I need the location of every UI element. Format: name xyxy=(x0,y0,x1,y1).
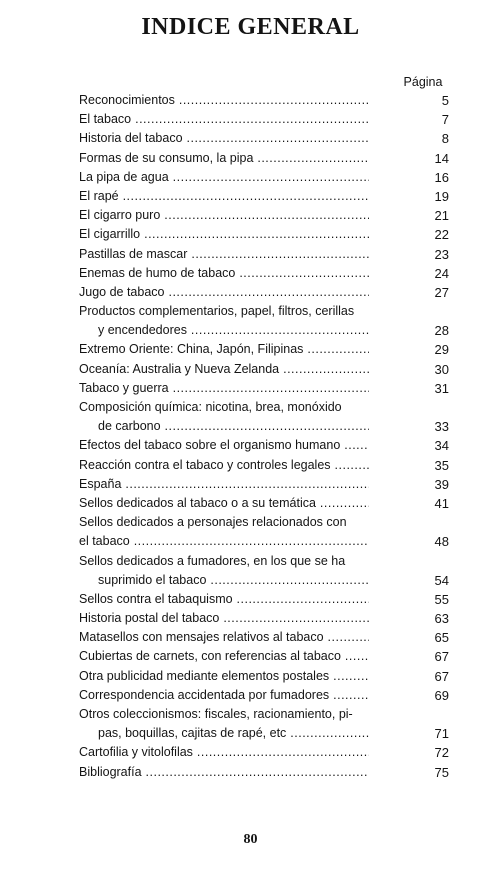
toc-entry xyxy=(79,206,461,225)
toc-entry-title: Reacción contra el tabaco y controles legales ..... xyxy=(79,456,369,475)
toc-entry xyxy=(79,110,461,129)
toc-entry xyxy=(79,667,461,686)
toc-entry xyxy=(79,647,461,666)
toc-entry-page: 63 xyxy=(434,611,449,627)
toc-entry xyxy=(79,225,461,244)
toc-entry-page: 30 xyxy=(434,361,449,377)
toc-entry-title: Cartofilia y vitolofilas ..... xyxy=(79,743,369,762)
toc-entry-page: 55 xyxy=(434,591,449,607)
toc-entry xyxy=(79,379,461,398)
toc-entry-title: Efectos del tabaco sobre el organismo humano ..... xyxy=(79,436,369,455)
toc-entry xyxy=(79,321,461,340)
toc-entry-title: El tabaco ..... xyxy=(79,110,369,129)
toc-entry-page: 33 xyxy=(434,419,449,435)
toc-entry-page: 22 xyxy=(434,227,449,243)
toc-entry-page: 34 xyxy=(434,438,449,454)
toc-entry xyxy=(79,590,461,609)
toc-entry-page: 24 xyxy=(434,265,449,281)
toc-entry-page: 5 xyxy=(441,93,449,108)
toc-entry-title: Sellos dedicados al tabaco o a su temática ..... xyxy=(79,494,369,513)
toc-entry-title: El cigarrillo ..... xyxy=(79,225,369,244)
toc-entry xyxy=(79,571,461,590)
toc-entry-title: Jugo de tabaco ..... xyxy=(79,283,369,302)
toc-entry xyxy=(79,743,461,762)
toc-entry-continued xyxy=(79,302,461,321)
page-number: 80 xyxy=(243,832,258,847)
toc-entry-title: pas, boquillas, cajitas de rapé, etc ..... xyxy=(98,724,369,743)
toc-entry-continued xyxy=(79,552,461,571)
toc-entry-title: Reconocimientos ..... xyxy=(79,91,369,110)
toc-entry-title: Historia postal del tabaco ..... xyxy=(79,609,369,628)
toc-entry-title: El cigarro puro ..... xyxy=(79,206,369,225)
toc-entry-page: 54 xyxy=(434,572,449,588)
toc-entry-title: Oceanía: Australia y Nueva Zelanda ..... xyxy=(79,360,369,379)
toc-entry-page: 14 xyxy=(434,150,449,166)
toc-entry xyxy=(79,436,461,455)
toc-entry-title: Pastillas de mascar ..... xyxy=(79,245,369,264)
toc-entry-page: 28 xyxy=(434,323,449,339)
toc-entry-page: 7 xyxy=(441,112,449,128)
toc-entry-title: Otra publicidad mediante elementos postales ..... xyxy=(79,667,369,686)
toc-entry-page: 16 xyxy=(434,169,449,185)
toc-entry xyxy=(79,532,461,551)
toc-entry xyxy=(79,264,461,283)
toc-entry-page: 29 xyxy=(434,342,449,358)
toc-entry-title: Sellos dedicados a fumadores, en los que se ha xyxy=(79,553,346,568)
toc-entry-title: el tabaco ..... xyxy=(79,532,369,551)
toc-entry-page: 19 xyxy=(434,188,449,204)
table-of-contents xyxy=(79,91,461,782)
toc-entry-page: 65 xyxy=(434,630,449,646)
toc-entry-title: Historia del tabaco ..... xyxy=(79,129,369,148)
toc-entry-title: Composición química: nicotina, brea, monóxido xyxy=(79,400,342,414)
toc-entry xyxy=(79,456,461,475)
toc-entry xyxy=(79,417,461,436)
toc-entry xyxy=(79,628,461,647)
toc-entry-title: Extremo Oriente: China, Japón, Filipinas ..... xyxy=(79,340,369,359)
toc-entry-title: Enemas de humo de tabaco ..... xyxy=(79,264,369,283)
toc-entry xyxy=(79,475,461,494)
page-column-header: Página xyxy=(403,75,443,89)
toc-entry-page: 8 xyxy=(441,131,449,147)
toc-entry xyxy=(79,91,461,110)
toc-entry-continued xyxy=(79,705,461,724)
toc-entry xyxy=(79,149,461,168)
toc-entry-page: 67 xyxy=(434,649,449,665)
toc-entry-page: 23 xyxy=(434,246,449,262)
toc-entry-page: 48 xyxy=(434,534,449,550)
toc-entry-title: Cubiertas de carnets, con referencias al tabaco ..... xyxy=(79,647,369,666)
page-title: INDICE GENERAL xyxy=(141,14,360,40)
toc-entry-page: 69 xyxy=(434,687,449,703)
toc-entry-page: 71 xyxy=(434,726,449,742)
toc-entry-title: Otros coleccionismos: fiscales, racionamiento, pi- xyxy=(79,707,353,721)
toc-entry-continued xyxy=(79,398,461,417)
toc-entry-title: Sellos contra el tabaquismo ..... xyxy=(79,590,369,609)
toc-entry-page: 72 xyxy=(434,745,449,761)
toc-entry-title: La pipa de agua ..... xyxy=(79,168,369,187)
toc-entry-page: 67 xyxy=(434,668,449,684)
toc-entry-title: España ..... xyxy=(79,475,369,494)
toc-entry-page: 75 xyxy=(434,764,449,780)
toc-entry-title: suprimido el tabaco ..... xyxy=(98,571,369,590)
toc-entry xyxy=(79,686,461,705)
toc-entry-page: 39 xyxy=(434,476,449,492)
toc-entry-page: 31 xyxy=(434,380,449,396)
toc-entry xyxy=(79,609,461,628)
toc-entry-continued xyxy=(79,513,461,532)
toc-entry-page: 27 xyxy=(434,284,449,300)
toc-entry xyxy=(79,494,461,513)
toc-entry-title: Correspondencia accidentada por fumadores ..... xyxy=(79,686,369,705)
toc-entry-page: 35 xyxy=(434,457,449,473)
toc-entry xyxy=(79,245,461,264)
toc-entry-title: y encendedores ..... xyxy=(98,321,369,340)
toc-entry xyxy=(79,283,461,302)
toc-entry-title: Productos complementarios, papel, filtros, cerillas xyxy=(79,304,355,319)
toc-entry-title: El rapé ..... xyxy=(79,187,369,206)
toc-entry-title: Matasellos con mensajes relativos al tabaco ..... xyxy=(79,628,369,647)
toc-entry-title: Formas de su consumo, la pipa ..... xyxy=(79,149,369,168)
toc-entry xyxy=(79,187,461,206)
toc-entry xyxy=(79,168,461,187)
toc-entry xyxy=(79,360,461,379)
toc-entry xyxy=(79,340,461,359)
toc-entry xyxy=(79,724,461,743)
toc-entry xyxy=(79,129,461,148)
toc-entry-title: Sellos dedicados a personajes relacionados con xyxy=(79,515,347,530)
toc-entry-title: Tabaco y guerra ..... xyxy=(79,379,369,398)
toc-entry-title: de carbono ..... xyxy=(98,417,369,436)
toc-entry-page: 21 xyxy=(434,208,449,224)
toc-entry-title: Bibliografía ..... xyxy=(79,763,369,782)
toc-entry xyxy=(79,763,461,782)
toc-entry-page: 41 xyxy=(434,495,449,511)
